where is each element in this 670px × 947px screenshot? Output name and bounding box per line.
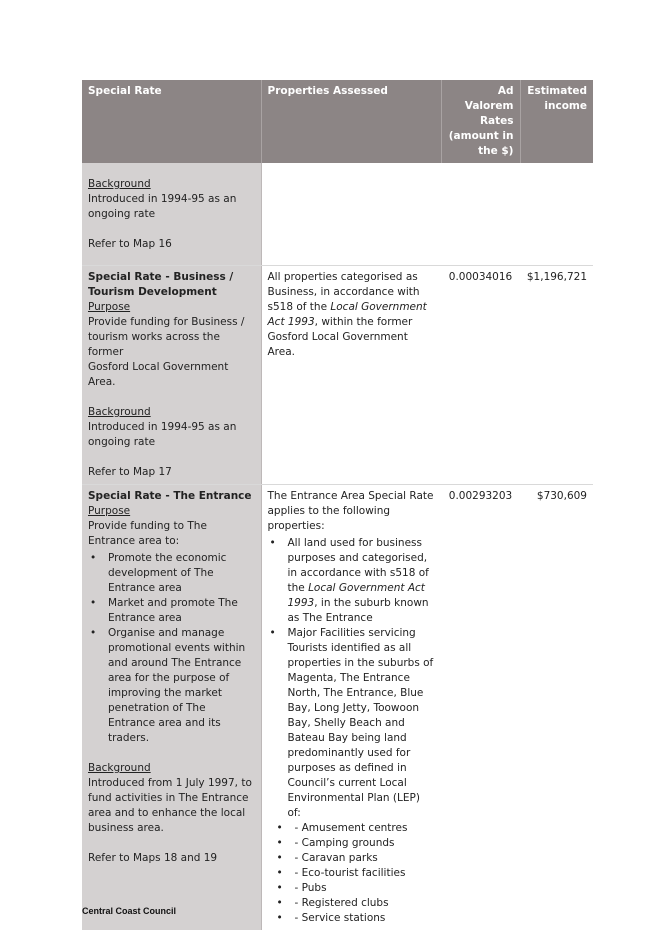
map-reference: Refer to Map 16	[88, 238, 172, 250]
header-special-rate: Special Rate	[82, 80, 261, 163]
purpose-list	[88, 551, 255, 746]
row2-properties-cell: All properties categorised as Business, in accordance with s518 of the Local Government Act 1993, within the former Gosford Local Government Area.	[261, 266, 441, 485]
facility-item: • - Camping grounds	[295, 836, 436, 851]
special-rate-title: Special Rate - The Entrance	[88, 490, 252, 502]
row2-ad-valorem-value: 0.00034016	[441, 266, 520, 485]
facility-item: • - Service stations	[295, 911, 436, 926]
background-heading: Background	[88, 762, 151, 774]
row3-ad-valorem-value: 0.00293203	[448, 490, 513, 502]
purpose-heading: Purpose	[88, 505, 131, 517]
facility-item: • - Caravan parks	[295, 851, 436, 866]
row3-estimated-income: $730,609	[536, 490, 587, 502]
map-reference: Refer to Maps 18 and 19	[88, 852, 218, 864]
facility-item: • - Registered clubs	[295, 896, 436, 911]
list-item: • All land used for business purposes and categorised, in accordance with s518 of the Local Government Act 1993, in the suburb known as The Entrance	[288, 536, 436, 626]
header-estimated-income: Estimated income	[520, 80, 593, 163]
row1-income-cell	[520, 163, 593, 266]
row2-estimated-income: $1,196,721	[520, 266, 593, 485]
purpose-heading: Purpose	[88, 301, 131, 313]
row3-properties-cell: The Entrance Area Special Rate applies to the following properties: • All land used for business purposes and categorised, in accordance with s518 of the Local Government Act 1993, in the suburb known as The Entrance • Major Facilities servicing Tourists identified as all properties in the suburbs of Magenta, The Entrance North, The Entrance, Blue Bay, Long Jetty, Toowoon Bay, Shelly Beach and Bateau Bay being land predominantly used for purposes as defined in Council’s current Local Environmental Plan (LEP) of: • - Amusement centres • - Camping grounds • - Caravan parks • - Eco-tourist facilities • - Pubs • - Registered clubs • - Service stations	[261, 485, 441, 931]
footer-organisation-name: Central Coast Council	[82, 906, 177, 916]
row3-special-rate-cell: Special Rate - The Entrance Purpose Provide funding to The Entrance area to: • Promote the economic development of The Entrance area • Market and promote The Entrance area • Organise and manage promotional events within and around The Entrance area for the purpose of improving the market penetration of The Entrance area and its traders. Background Introduced from 1 July 1997, to fund activities in The Entrance area and to enhance the local business area. Refer to Maps 18 and 19	[82, 485, 261, 931]
header-properties-assessed: Properties Assessed	[261, 80, 441, 163]
properties-list	[268, 536, 436, 926]
facility-item: • - Amusement centres	[295, 821, 436, 836]
background-heading: Background	[88, 178, 151, 190]
map-reference: Refer to Map 17	[88, 466, 172, 478]
background-heading: Background	[88, 406, 151, 418]
list-item: • Organise and manage promotional events within and around The Entrance area for the purpose of improving the market penetration of The Entrance area and its traders.	[108, 626, 255, 746]
row1-ad-valorem-cell	[441, 163, 520, 266]
special-rates-table	[82, 80, 593, 930]
row1-special-rate-cell: Background Introduced in 1994-95 as an ongoing rate Refer to Map 16	[82, 163, 261, 266]
row1-properties-cell	[261, 163, 441, 266]
special-rate-title: Special Rate - Business /	[88, 271, 234, 283]
table-header-row	[82, 80, 593, 163]
table-row	[82, 163, 593, 266]
list-item: • Major Facilities servicing Tourists identified as all properties in the suburbs of Magenta, The Entrance North, The Entrance, Blue Bay, Long Jetty, Toowoon Bay, Shelly Beach and Bateau Bay being land predominantly used for purposes as defined in Council’s current Local Environmental Plan (LEP) of: • - Amusement centres • - Camping grounds • - Caravan parks • - Eco-tourist facilities • - Pubs • - Registered clubs • - Service stations	[288, 626, 436, 926]
header-ad-valorem: Ad Valorem Rates (amount in the $)	[441, 80, 520, 163]
facility-item: • - Eco-tourist facilities	[295, 866, 436, 881]
facility-item: • - Pubs	[295, 881, 436, 896]
list-item: • Market and promote The Entrance area	[108, 596, 255, 626]
facility-list	[288, 821, 436, 926]
row2-special-rate-cell: Special Rate - Business / Tourism Development Purpose Provide funding for Business / tourism works across the former Gosford Local Government Area. Background Introduced in 1994-95 as an ongoing rate Refer to Map 17	[82, 266, 261, 485]
table-row	[82, 485, 593, 931]
table-row	[82, 266, 593, 485]
list-item: • Promote the economic development of The Entrance area	[108, 551, 255, 596]
